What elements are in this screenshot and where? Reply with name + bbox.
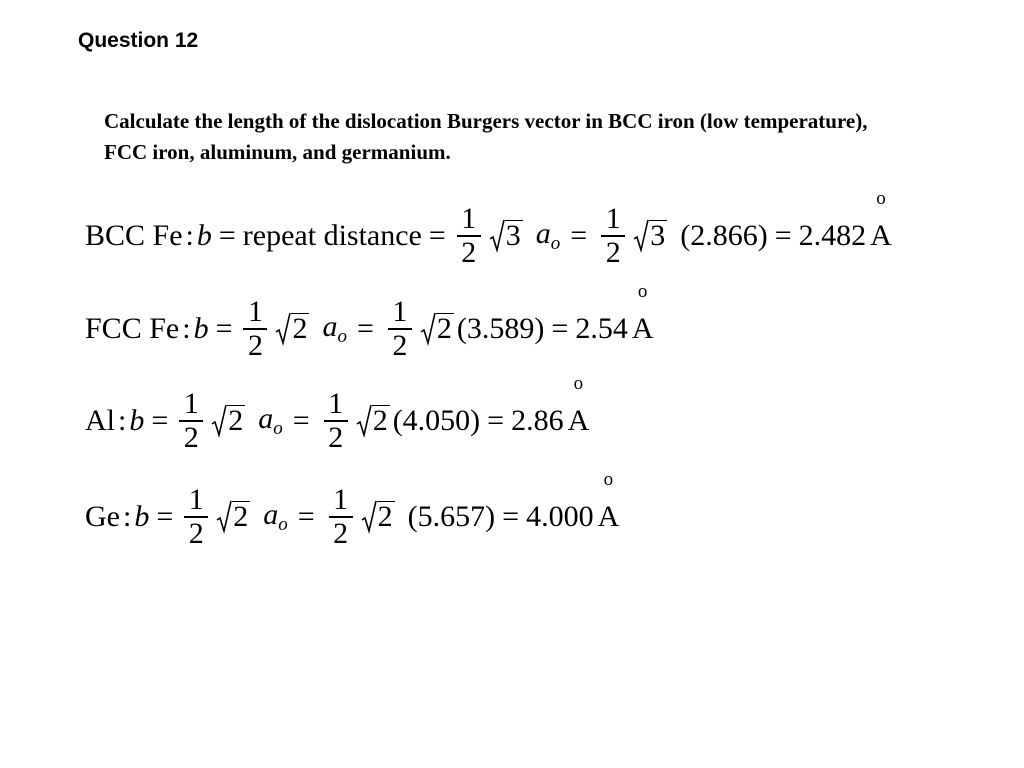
equals-sign: = <box>502 500 520 533</box>
result-value: 2.54 <box>575 312 628 345</box>
lattice-parameter: $a_o$ <box>263 498 288 535</box>
radical-sign-icon <box>356 404 372 438</box>
square-root <box>489 219 523 253</box>
lattice-value: (4.050) <box>392 404 481 437</box>
burgers-symbol: b <box>196 219 212 252</box>
equals-sign: = <box>215 312 233 345</box>
denominator: 2 <box>605 235 621 269</box>
radicand: 2 <box>372 404 388 437</box>
radicand: 2 <box>292 312 308 345</box>
equals-sign: = <box>551 312 569 345</box>
radical-sign-icon <box>489 219 505 253</box>
equals-sign: = <box>292 404 310 437</box>
square-root <box>356 404 390 438</box>
angstrom-unit: o A <box>567 373 590 437</box>
radical-sign-icon <box>211 404 227 438</box>
fraction-half <box>243 296 267 362</box>
angstrom-unit: o A <box>631 281 654 345</box>
angstrom-ring: o <box>573 373 584 394</box>
problem-statement: Calculate the length of the dislocation Burgers vector in BCC iron (low temperature), FCC iron, aluminum, and germanium. <box>104 109 868 164</box>
material-label: Ge <box>85 500 120 533</box>
square-root <box>420 312 454 346</box>
square-root <box>216 500 250 534</box>
equals-sign: = <box>487 404 505 437</box>
denominator: 2 <box>188 516 204 550</box>
angstrom-ring: o <box>876 188 886 209</box>
equals-sign: = <box>356 312 374 345</box>
lattice-value: (2.866) <box>680 219 768 252</box>
fraction-half <box>179 388 203 454</box>
radicand: 3 <box>650 219 666 252</box>
equals-sign: = <box>297 500 315 533</box>
equation-al <box>85 373 590 466</box>
denominator: 2 <box>247 328 263 362</box>
result-value: 2.482 <box>798 219 867 252</box>
colon: : <box>118 404 127 437</box>
fraction-half <box>457 203 481 269</box>
colon: : <box>122 500 132 533</box>
repeat-distance-text: repeat distance <box>242 219 422 252</box>
lattice-parameter: $a_o$ <box>258 402 283 439</box>
denominator: 2 <box>461 235 477 269</box>
equation-ge <box>85 469 620 562</box>
numerator: 1 <box>247 295 263 329</box>
lattice-value: (5.657) <box>407 500 496 533</box>
burgers-symbol: b <box>193 312 209 345</box>
lattice-parameter: $a_o$ <box>322 310 347 347</box>
radicand: 3 <box>505 219 521 252</box>
fraction-half <box>184 484 208 550</box>
equation-fcc-fe <box>85 281 654 374</box>
equation-bcc-fe <box>85 188 892 281</box>
equals-sign: = <box>151 404 169 437</box>
material-label: FCC Fe <box>85 312 180 345</box>
angstrom-unit: o A <box>870 188 892 252</box>
equals-sign: = <box>774 219 792 252</box>
colon: : <box>182 312 191 345</box>
square-root <box>275 312 309 346</box>
angstrom-ring: o <box>637 281 648 302</box>
equals-sign: = <box>428 219 446 252</box>
lattice-value: (3.589) <box>456 312 545 345</box>
denominator: 2 <box>333 516 349 550</box>
radical-sign-icon <box>361 500 377 534</box>
denominator: 2 <box>183 420 199 454</box>
equals-sign: = <box>218 219 236 252</box>
square-root <box>633 219 667 253</box>
denominator: 2 <box>328 420 344 454</box>
square-root <box>361 500 395 534</box>
lattice-parameter: $a_o$ <box>535 217 561 254</box>
angstrom-unit: o A <box>597 469 620 533</box>
denominator: 2 <box>392 328 408 362</box>
fraction-half <box>329 484 353 550</box>
numerator: 1 <box>461 202 477 236</box>
angstrom-ring: o <box>603 469 614 490</box>
material-label: BCC Fe <box>85 219 183 252</box>
fraction-half <box>324 388 348 454</box>
numerator: 1 <box>183 387 199 421</box>
question-title: Question 12 <box>78 29 199 52</box>
equals-sign: = <box>156 500 174 533</box>
equals-sign: = <box>570 219 588 252</box>
radical-sign-icon <box>633 219 649 253</box>
radicand: 2 <box>233 500 249 533</box>
fraction-half <box>601 203 625 269</box>
result-value: 4.000 <box>526 500 594 533</box>
burgers-symbol: b <box>129 404 145 437</box>
colon: : <box>185 219 194 252</box>
square-root <box>211 404 245 438</box>
numerator: 1 <box>188 483 204 517</box>
radical-sign-icon <box>216 500 232 534</box>
numerator: 1 <box>328 387 344 421</box>
material-label: Al <box>85 404 115 437</box>
radicand: 2 <box>377 500 393 533</box>
radicand: 2 <box>228 404 244 437</box>
numerator: 1 <box>392 295 408 329</box>
radicand: 2 <box>436 312 452 345</box>
numerator: 1 <box>605 202 621 236</box>
numerator: 1 <box>333 483 349 517</box>
burgers-symbol: b <box>134 500 150 533</box>
radical-sign-icon <box>420 312 436 346</box>
result-value: 2.86 <box>511 404 564 437</box>
fraction-half <box>388 296 412 362</box>
radical-sign-icon <box>275 312 291 346</box>
